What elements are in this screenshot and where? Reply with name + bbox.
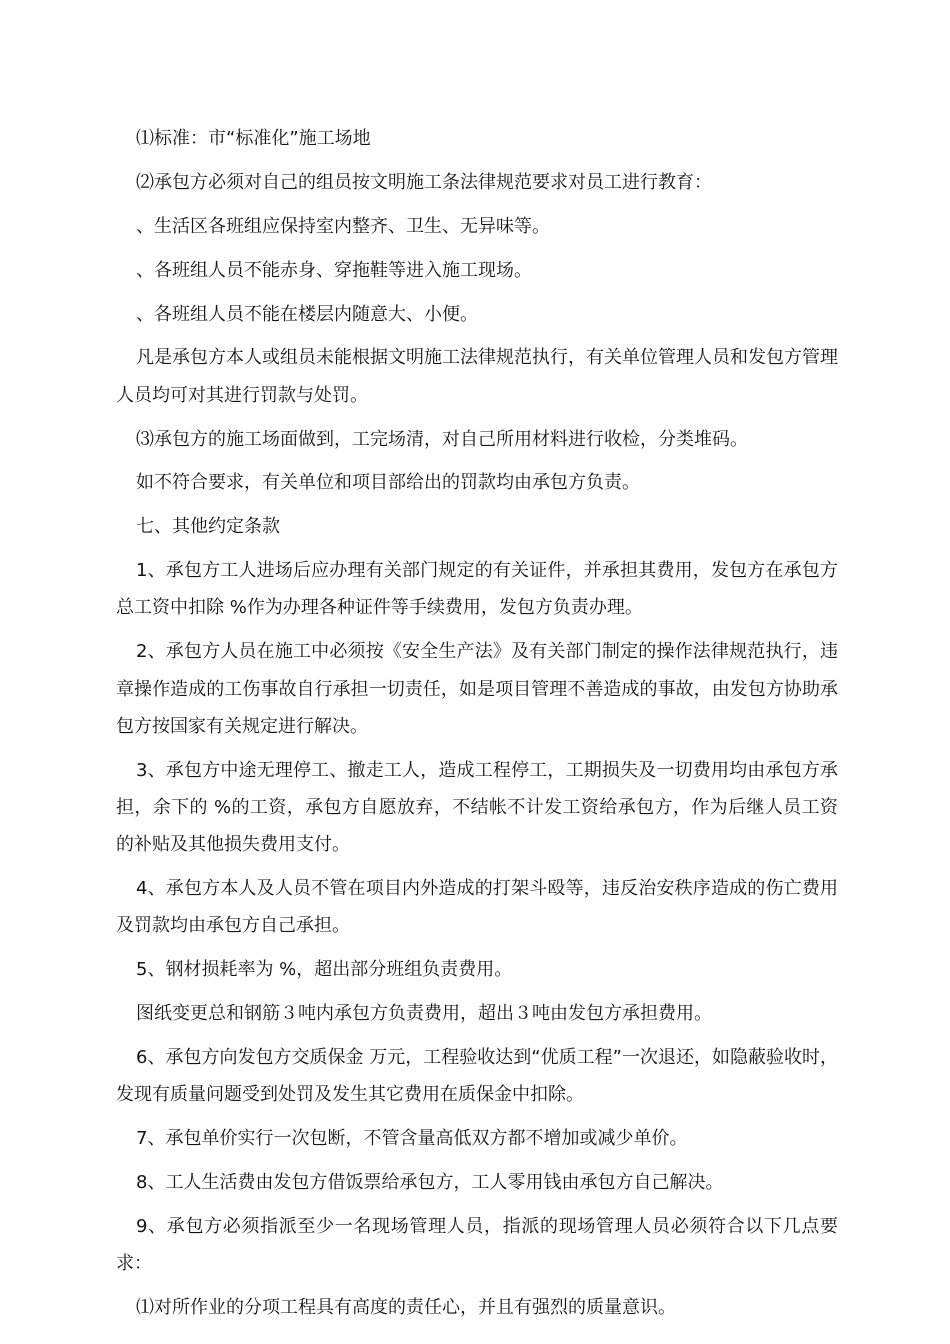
paragraph-education: ⑵承包方必须对自己的组员按文明施工条法律规范要求对员工进行教育：: [136, 171, 712, 193]
paragraph-standard: ⑴标准：市“标准化”施工场地: [136, 128, 371, 149]
paragraph-no-bare: 、各班组人员不能赤身、穿拖鞋等进入施工现场。: [136, 259, 532, 281]
document-page: [116, 120, 838, 1333]
clause-1: 1、承包方工人进场后应办理有关部门规定的有关证件，并承担其费用，发包方在承包方总工资中扣除 %作为办理各种证件等手续费用，发包方负责办理。: [116, 560, 838, 619]
section-heading-other-terms: 七、其他约定条款: [136, 516, 280, 538]
clause-5-rebar: 图纸变更总和钢筋３吨内承包方负责费用，超出３吨由发包方承担费用。: [136, 1002, 712, 1024]
clause-6: 6、承包方向发包方交质保金 万元，工程验收达到“优质工程”一次退还，如隐蔽验收时，发现有质量问题受到处罚及发生其它费用在质保金中扣除。: [116, 1046, 838, 1105]
clause-7: 7、承包单价实行一次包断，不管含量高低双方都不增加或减少单价。: [136, 1127, 688, 1149]
paragraph-living-area: 、生活区各班组应保持室内整齐、卫生、无异味等。: [136, 215, 550, 237]
clause-9: 9、承包方必须指派至少一名现场管理人员，指派的现场管理人员必须符合以下几点要求：: [116, 1215, 838, 1274]
paragraph-site-clean: ⑶承包方的施工场面做到，工完场清，对自己所用材料进行收检，分类堆码。: [136, 428, 748, 450]
clause-5: 5、钢材损耗率为 %，超出部分班组负责费用。: [136, 959, 513, 980]
clause-9-item-1: ⑴对所作业的分项工程具有高度的责任心，并且有强烈的质量意识。: [136, 1296, 676, 1318]
clause-4: 4、承包方本人及人员不管在项目内外造成的打架斗殴等，违反治安秩序造成的伤亡费用及罚款均由承包方自己承担。: [116, 877, 838, 937]
clause-3: 3、承包方中途无理停工、撤走工人，造成工程停工，工期损失及一切费用均由承包方承担，余下的 %的工资，承包方自愿放弃，不结帐不计发工资给承包方，作为后继人员工资的补贴及其他损失费用支付。: [116, 759, 838, 856]
paragraph-no-urinate: 、各班组人员不能在楼层内随意大、小便。: [136, 303, 478, 325]
clause-8: 8、工人生活费由发包方借饭票给承包方，工人零用钱由承包方自己解决。: [136, 1171, 724, 1193]
paragraph-penalty: 凡是承包方本人或组员未能根据文明施工法律规范执行，有关单位管理人员和发包方管理人员均可对其进行罚款与处罚。: [116, 347, 838, 406]
clause-2: 2、承包方人员在施工中必须按《安全生产法》及有关部门制定的操作法律规范执行，违章操作造成的工伤事故自行承担一切责任，如是项目管理不善造成的事故，由发包方协助承包方按国家有关规定进行解决。: [116, 641, 838, 737]
paragraph-fines: 如不符合要求，有关单位和项目部给出的罚款均由承包方负责。: [136, 472, 640, 494]
